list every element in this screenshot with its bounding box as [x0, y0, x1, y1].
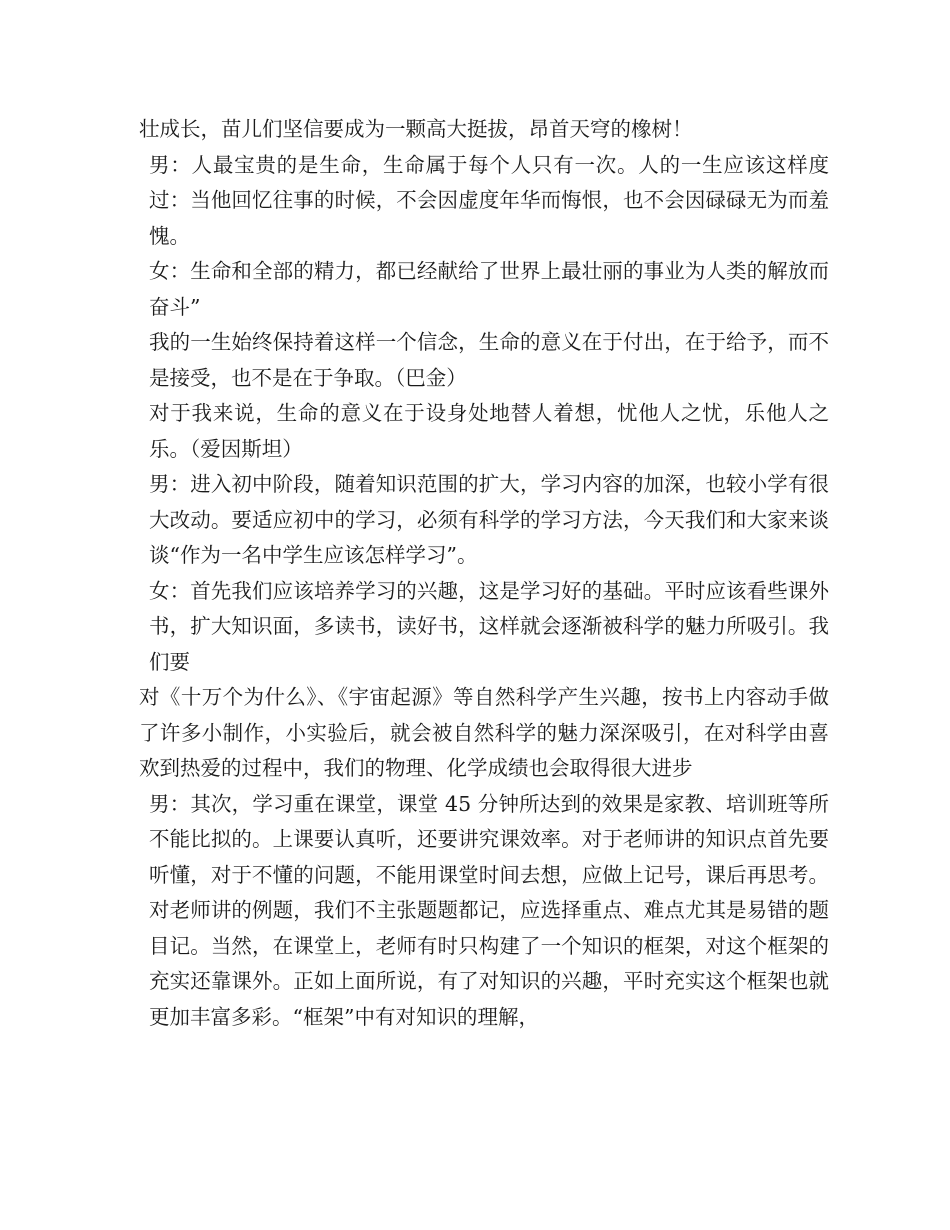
paragraph-1: 壮成长，苗儿们坚信要成为一颗高大挺拔，昂首天穹的橡树！: [139, 117, 693, 141]
paragraph-5: 对于我来说，生命的意义在于设身处地替人着想，忧他人之忧，乐他人之乐。（爱因斯坦）: [149, 401, 829, 461]
paragraph-6: 男：进入初中阶段，随着知识范围的扩大，学习内容的加深，也较小学有很大改动。要适应初中的学习，必须有科学的学习方法，今天我们和大家来谈谈“作为一名中学生应该怎样学习”。: [149, 472, 829, 567]
paragraph-2: 男：人最宝贵的是生命，生命属于每个人只有一次。人的一生应该这样度过：当他回忆往事的时候，不会因虚度年华而悔恨，也不会因碌碌无为而羞愧。: [149, 152, 829, 248]
paragraph-9: 男：其次，学习重在课堂，课堂 45 分钟所达到的效果是家教、培训班等所不能比拟的。上课要认真听，还要讲究课效率。对于老师讲的知识点首先要听懂，对于不懂的问题，不能用课堂时间去想，应做上记号，课后再思考。对老师讲的例题，我们不主张题题都记，应选择重点、难点尤其是易错的题目记。当然，在课堂上，老师有时只构建了一个知识的框架，对这个框架的充实还靠课外。正如上面所说，有了对知识的兴趣，平时充实这个框架也就更加丰富多彩。“框架”中有对知识的理解，: [149, 791, 829, 1029]
paragraph-4: 我的一生始终保持着这样一个信念，生命的意义在于付出，在于给予，而不是接受，也不是在于争取。（巴金）: [149, 330, 829, 390]
paragraph-7: 女：首先我们应该培养学习的兴趣，这是学习好的基础。平时应该看些课外书，扩大知识面，多读书，读好书，这样就会逐渐被科学的魅力所吸引。我们要: [149, 578, 829, 674]
paragraph-3: 女：生命和全部的精力，都已经献给了世界上最壮丽的事业为人类的解放而奋斗”: [149, 259, 829, 319]
document-body: [139, 112, 829, 1035]
paragraph-8: 对《十万个为什么》、《宇宙起源》等自然科学产生兴趣，按书上内容动手做了许多小制作，小实验后，就会被自然科学的魅力深深吸引，在对科学由喜欢到热爱的过程中，我们的物理、化学成绩也会取得很大进步: [139, 685, 829, 780]
